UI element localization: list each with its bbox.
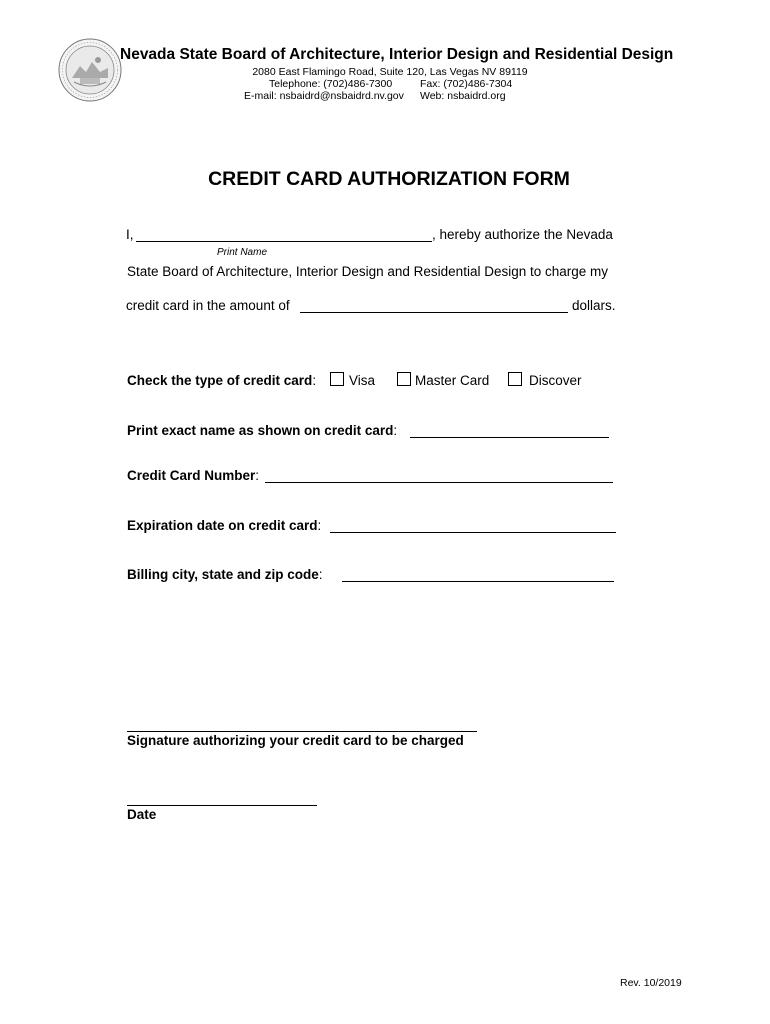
date-label: Date — [127, 807, 157, 822]
signature-field[interactable] — [127, 717, 477, 732]
signature-label: Signature authorizing your credit card to be charged — [127, 733, 464, 748]
form-title: CREDIT CARD AUTHORIZATION FORM — [208, 168, 570, 190]
expiration-field[interactable] — [330, 517, 616, 533]
fax-number: Fax: (702)486-7304 — [420, 78, 513, 90]
expiration-label — [127, 518, 321, 533]
exact-name-colon: : — [393, 423, 398, 438]
organization-name: Nevada State Board of Architecture, Interior Design and Residential Design — [120, 46, 674, 63]
telephone-number: Telephone: (702)486-7300 — [269, 78, 393, 90]
card-type-colon: : — [312, 373, 317, 388]
print-name-caption: Print Name — [217, 247, 268, 258]
revision-note: Rev. 10/2019 — [620, 977, 682, 989]
website: Web: nsbaidrd.org — [420, 90, 506, 102]
discover-checkbox[interactable] — [508, 372, 522, 386]
authorization-line2: State Board of Architecture, Interior Design and Residential Design to charge my — [127, 264, 609, 279]
card-type-label-text: Check the type of credit card — [127, 373, 313, 388]
exact-name-field[interactable] — [410, 422, 609, 438]
discover-option-label: Discover — [529, 373, 582, 388]
billing-field[interactable] — [342, 566, 614, 582]
card-number-field[interactable] — [265, 467, 613, 483]
card-type-label — [127, 373, 316, 388]
exact-name-label — [127, 423, 397, 438]
print-name-field[interactable] — [136, 226, 432, 242]
line3-suffix: dollars. — [572, 298, 616, 313]
billing-colon: : — [318, 567, 323, 582]
amount-field[interactable] — [300, 297, 568, 313]
visa-option-label: Visa — [349, 373, 376, 388]
expiration-colon: : — [317, 518, 322, 533]
line1-prefix: I, — [126, 227, 134, 242]
date-field[interactable] — [127, 791, 317, 806]
card-number-label-text: Credit Card Number — [127, 468, 256, 483]
mastercard-option-label: Master Card — [415, 373, 490, 388]
mastercard-checkbox[interactable] — [397, 372, 411, 386]
organization-address: 2080 East Flamingo Road, Suite 120, Las Vegas NV 89119 — [252, 66, 528, 78]
email-address: E-mail: nsbaidrd@nsbaidrd.nv.gov — [244, 90, 404, 102]
expiration-label-text: Expiration date on credit card — [127, 518, 318, 533]
card-number-colon: : — [255, 468, 260, 483]
card-number-label — [127, 468, 259, 483]
visa-checkbox[interactable] — [330, 372, 344, 386]
billing-label-text: Billing city, state and zip code — [127, 567, 319, 582]
line1-suffix: , hereby authorize the Nevada — [432, 227, 613, 242]
exact-name-label-text: Print exact name as shown on credit card — [127, 423, 394, 438]
billing-label — [127, 567, 323, 582]
line3-prefix: credit card in the amount of — [126, 298, 290, 313]
